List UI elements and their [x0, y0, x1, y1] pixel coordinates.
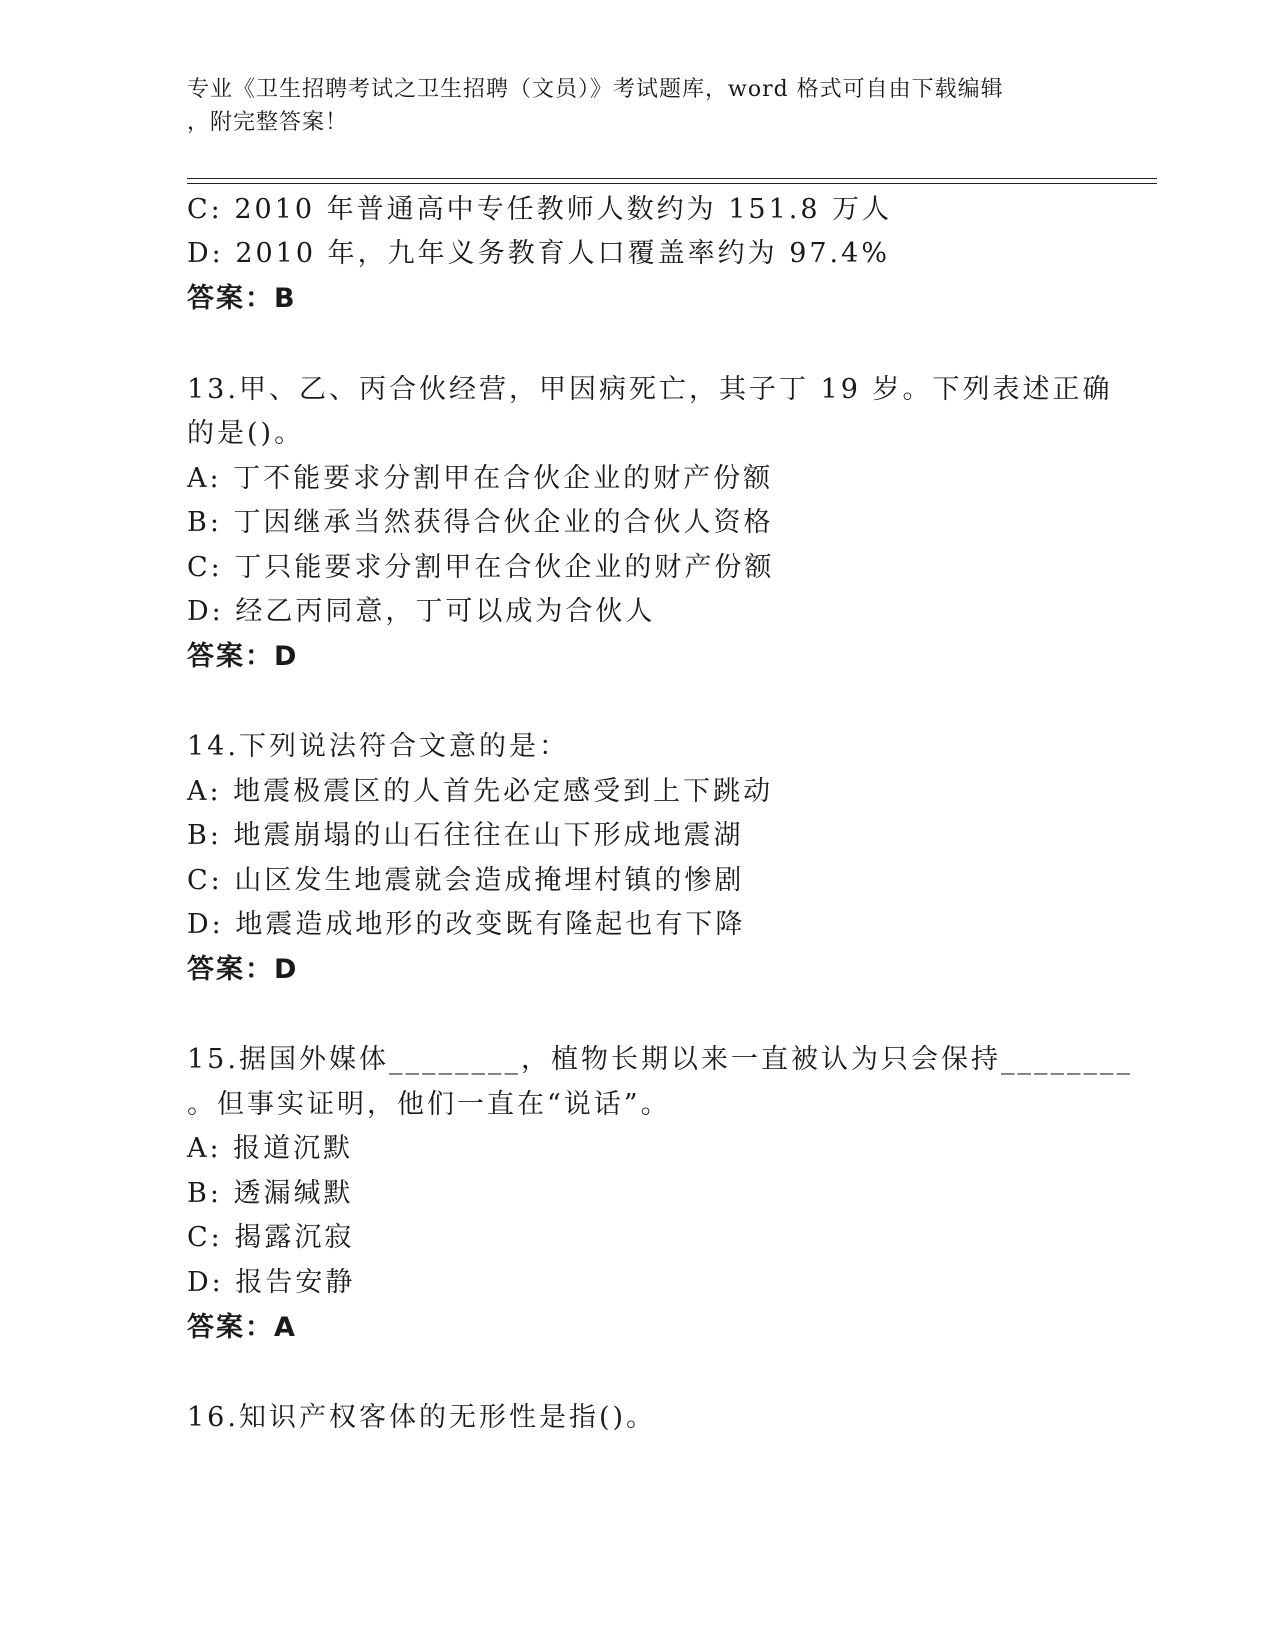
- q13-option-a: A: 丁不能要求分割甲在合伙企业的财产份额: [187, 463, 774, 494]
- q15-option-c: C: 揭露沉寂: [187, 1222, 355, 1253]
- q14-stem-line-1: 14.下列说法符合文意的是：: [187, 731, 569, 762]
- q14-option-a: A: 地震极震区的人首先必定感受到上下跳动: [187, 776, 774, 807]
- q15-stem-line-1: 15.据国外媒体________，植物长期以来一直被认为只会保持________: [187, 1044, 1133, 1075]
- q15-option-a: A: 报道沉默: [187, 1133, 354, 1164]
- q13-stem-line-2: 的是()。: [187, 418, 305, 449]
- q15-stem-line-2: 。但事实证明，他们一直在“说话”。: [187, 1089, 671, 1120]
- document-header: [187, 73, 1067, 139]
- prev-option-d: D: 2010 年，九年义务教育人口覆盖率约为 97.4%: [187, 238, 890, 269]
- q15-option-b: B: 透漏缄默: [187, 1178, 354, 1209]
- prev-answer: 答案：B: [187, 283, 297, 314]
- q13-answer: 答案：D: [187, 641, 299, 672]
- q16-stem-line-1: 16.知识产权客体的无形性是指()。: [187, 1402, 657, 1433]
- prev-option-c: C: 2010 年普通高中专任教师人数约为 151.8 万人: [187, 194, 893, 225]
- q15-option-d: D: 报告安静: [187, 1267, 356, 1298]
- header-divider-bottom: [187, 183, 1157, 184]
- q13-option-d: D: 经乙丙同意，丁可以成为合伙人: [187, 596, 656, 627]
- q13-option-c: C: 丁只能要求分割甲在合伙企业的财产份额: [187, 552, 775, 583]
- q15-answer: 答案：A: [187, 1312, 297, 1343]
- q14-option-b: B: 地震崩塌的山石往往在山下形成地震湖: [187, 820, 744, 851]
- header-divider-top: [187, 178, 1157, 179]
- q13-stem-line-1: 13.甲、乙、丙合伙经营，甲因病死亡，其子丁 19 岁。下列表述正确: [187, 374, 1113, 405]
- header-line-2: ，附完整答案！: [187, 110, 349, 135]
- q14-answer: 答案：D: [187, 954, 299, 985]
- q14-option-c: C: 山区发生地震就会造成掩埋村镇的惨剧: [187, 865, 745, 896]
- q13-option-b: B: 丁因继承当然获得合伙企业的合伙人资格: [187, 507, 774, 538]
- q14-option-d: D: 地震造成地形的改变既有隆起也有下降: [187, 909, 746, 940]
- header-line-1: 专业《卫生招聘考试之卫生招聘（文员）》考试题库，word 格式可自由下载编辑: [187, 77, 1004, 102]
